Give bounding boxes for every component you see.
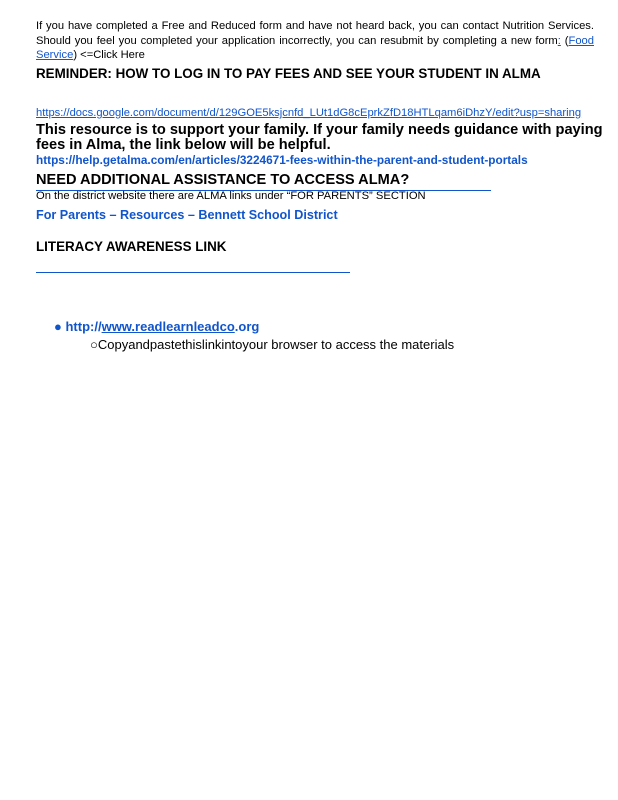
intro-close-paren: ) bbox=[73, 49, 78, 62]
intro-colon: : bbox=[557, 34, 561, 47]
literacy-bullet-item bbox=[54, 319, 259, 334]
support-heading-line1: This resource is to support your family. If your family needs guidance with paying bbox=[36, 122, 603, 138]
assistance-heading: NEED ADDITIONAL ASSISTANCE TO ACCESS ALMA? bbox=[36, 172, 410, 188]
literacy-divider bbox=[36, 272, 350, 273]
literacy-sub-bullet bbox=[90, 337, 454, 352]
alma-fees-help-link[interactable]: https://help.getalma.com/en/articles/3224671-fees-within-the-parent-and-student-portals bbox=[36, 153, 528, 167]
intro-paragraph bbox=[36, 19, 594, 63]
sub-bullet-circle: ○ bbox=[90, 337, 98, 352]
readlearnlead-link[interactable] bbox=[65, 319, 259, 334]
bullet-dot: ● bbox=[54, 319, 62, 334]
alma-login-doc-link[interactable]: https://docs.google.com/document/d/129GOE5ksjcnfd_LUt1dG8cEprkZfD18HTLqam6iDhzY/edit?usp=sharing bbox=[36, 107, 582, 119]
intro-text: If you have completed a Free and Reduced form and have not heard back, you can contact Nutrition Services. Should you feel you completed your application incorrectly, you can resubmit by completing a new form bbox=[36, 20, 594, 47]
assistance-note: On the district website there are ALMA links under “FOR PARENTS” SECTION bbox=[36, 190, 426, 202]
link-prefix: http:// bbox=[65, 319, 102, 334]
reminder-heading: REMINDER: HOW TO LOG IN TO PAY FEES AND SEE YOUR STUDENT IN ALMA bbox=[36, 66, 541, 81]
link-main: www.readlearnleadco bbox=[101, 319, 235, 334]
click-here-text: <=Click Here bbox=[77, 49, 145, 62]
link-suffix: .org bbox=[234, 319, 260, 334]
for-parents-resources-link[interactable]: For Parents – Resources – Bennett School District bbox=[36, 208, 338, 222]
support-heading-line2: fees in Alma, the link below will be helpful. bbox=[36, 137, 331, 153]
food-service-link[interactable]: Food Service bbox=[36, 34, 594, 62]
literacy-heading: LITERACY AWARENESS LINK bbox=[36, 239, 227, 254]
sub-bullet-text: Copyandpastethislinkintoyour browser to access the materials bbox=[97, 337, 455, 352]
intro-open-paren: ( bbox=[560, 34, 569, 47]
